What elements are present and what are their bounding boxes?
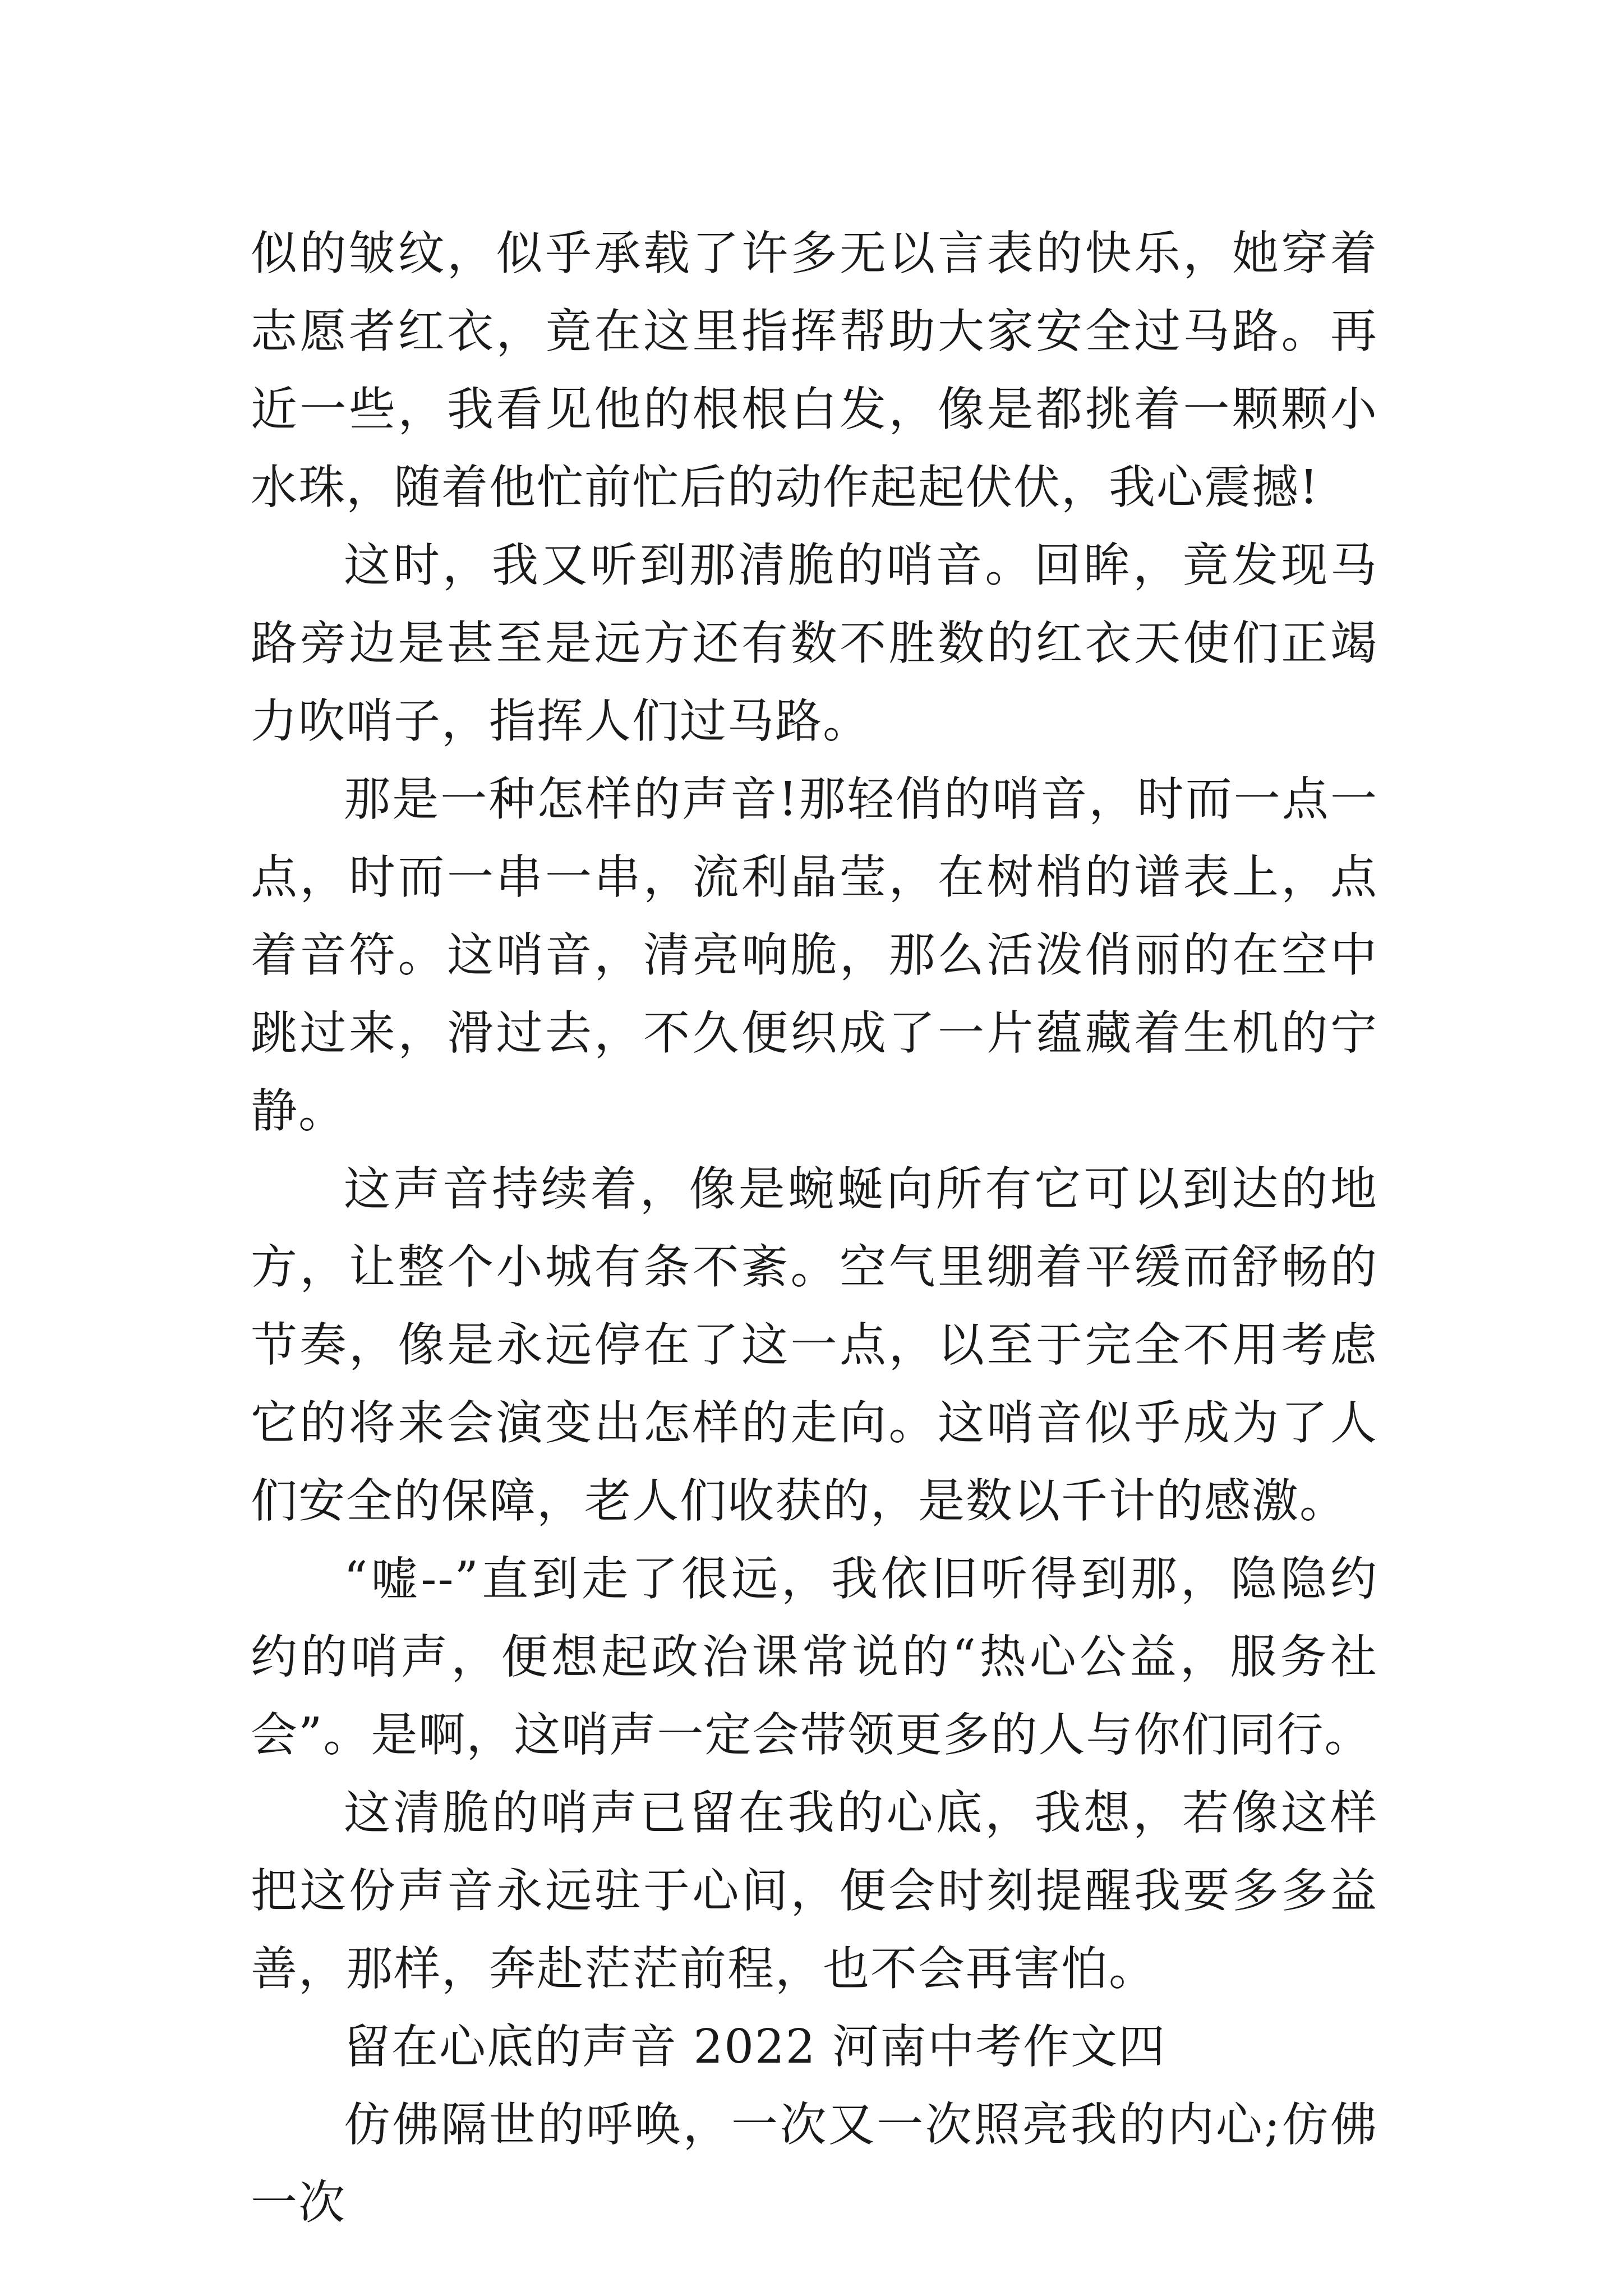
section-heading: 留在心底的声音 2022 河南中考作文四 [344,2019,1166,2074]
body-text [251,214,1378,2242]
paragraph-far-away: “嘘--”直到走了很远，我依旧听得到那，隐隐约约的哨声，便想起政治课常说的“热心公益，服务社会”。是啊，这哨声一定会带领更多的人与你们同行。 [251,1552,1378,1762]
paragraph-sound-continues: 这声音持续着，像是蜿蜒向所有它可以到达的地方，让整个小城有条不紊。空气里绷着平缓而舒畅的节奏，像是永远停在了这一点，以至于完全不用考虑它的将来会演变出怎样的走向。这哨音似乎成为了人们安全的保障，老人们收获的，是数以千计的感激。 [251,1162,1378,1528]
paragraph-next-essay-start: 仿佛隔世的呼唤，一次又一次照亮我的内心;仿佛一次 [251,2097,1378,2230]
paragraph-whistle-again: 这时，我又听到那清脆的哨音。回眸，竟发现马路旁边是甚至是远方还有数不胜数的红衣天使们正竭力吹哨子，指挥人们过马路。 [251,538,1378,748]
paragraph-continuation: 似的皱纹，似乎承载了许多无以言表的快乐，她穿着志愿者红衣，竟在这里指挥帮助大家安全过马路。再近一些，我看见他的根根白发，像是都挑着一颗颗小水珠，随着他忙前忙后的动作起起伏伏，我心震撼! [251,226,1378,514]
paragraph-in-my-heart: 这清脆的哨声已留在我的心底，我想，若像这样把这份声音永远驻于心间，便会时刻提醒我要多多益善，那样，奔赴茫茫前程，也不会再害怕。 [251,1786,1378,1996]
paragraph-what-sound: 那是一种怎样的声音!那轻俏的哨音，时而一点一点，时而一串一串，流利晶莹，在树梢的谱表上，点着音符。这哨音，清亮响脆，那么活泼俏丽的在空中跳过来，滑过去，不久便织成了一片蕴藏着生机的宁静。 [251,772,1378,1138]
